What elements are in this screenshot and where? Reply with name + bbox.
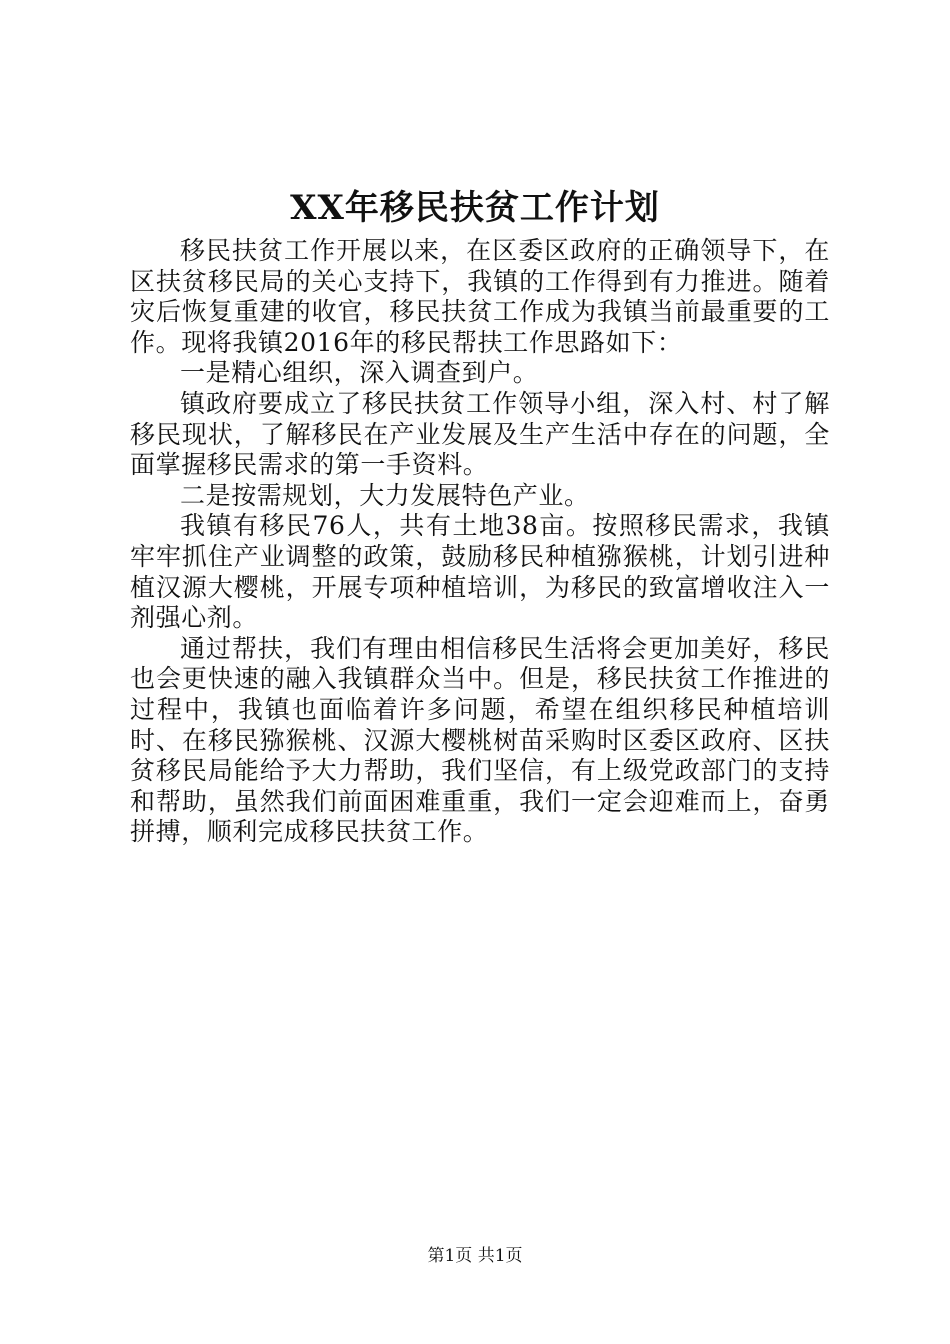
paragraph-organize: 镇政府要成立了移民扶贫工作领导小组，深入村、村了解移民现状，了解移民在产业发展及生产生活中存在的问题，全面掌握移民需求的第一手资料。 <box>130 388 830 480</box>
page-footer: 第1页 共1页 <box>427 1246 523 1266</box>
paragraph-conclusion: 通过帮扶，我们有理由相信移民生活将会更加美好，移民也会更快速的融入我镇群众当中。但是，移民扶贫工作推进的过程中，我镇也面临着许多问题，希望在组织移民种植培训时、在移民猕猴桃、汉源大樱桃树苗采购时区委区政府、区扶贫移民局能给予大力帮助，我们坚信，有上级党政部门的支持和帮助，虽然我们前面困难重重，我们一定会迎难而上，奋勇拼搏，顺利完成移民扶贫工作。 <box>130 633 830 847</box>
paragraph-industry: 我镇有移民76人，共有土地38亩。按照移民需求，我镇牢牢抓住产业调整的政策，鼓励移民种植猕猴桃，计划引进种植汉源大樱桃，开展专项种植培训，为移民的致富增收注入一剂强心剂。 <box>130 511 830 633</box>
paragraph-heading-two: 二是按需规划，大力发展特色产业。 <box>180 480 590 510</box>
paragraph-heading-one: 一是精心组织，深入调查到户。 <box>180 358 539 388</box>
document-title: XX年移民扶贫工作计划 <box>290 188 660 228</box>
document-body <box>130 236 830 848</box>
paragraph-intro: 移民扶贫工作开展以来，在区委区政府的正确领导下，在区扶贫移民局的关心支持下，我镇的工作得到有力推进。随着灾后恢复重建的收官，移民扶贫工作成为我镇当前最重要的工作。现将我镇2016年的移民帮扶工作思路如下： <box>130 236 830 357</box>
